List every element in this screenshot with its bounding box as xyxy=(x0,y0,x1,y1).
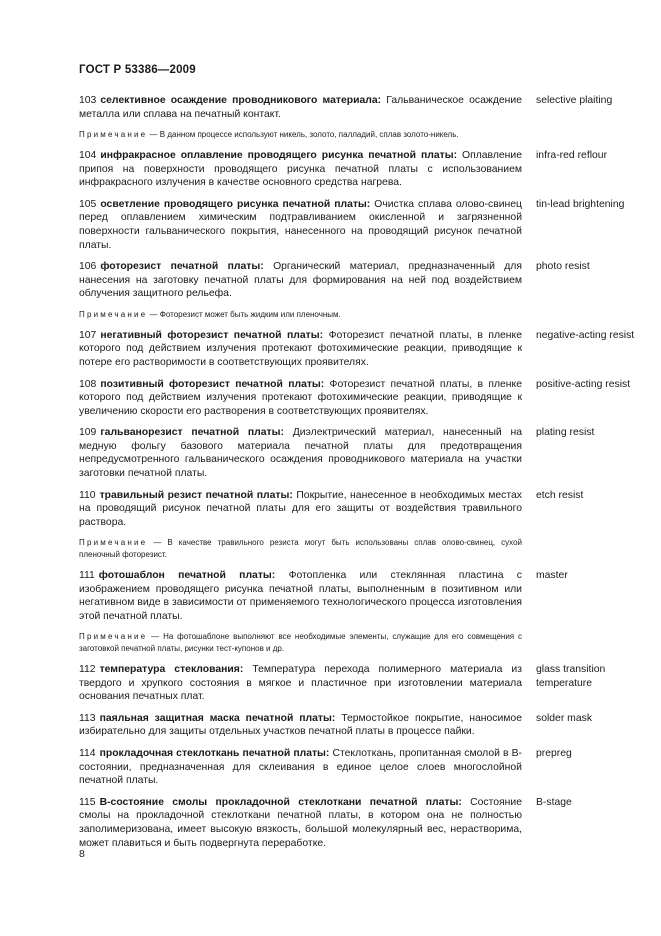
note-text: В данном процессе используют никель, золото, палладий, сплав золото-никель. xyxy=(159,130,459,140)
term-name: гальванорезист печатной платы: xyxy=(100,427,284,439)
term-entry-114 xyxy=(79,747,644,788)
term-definition xyxy=(79,426,522,480)
term-text: Температура перехода полимерного материала из твердого и хрупкого состояния в мягкое и пластичное при изготовлении материала основания печатных плат. xyxy=(79,664,522,703)
term-text: Органический материал, предназначенный для нанесения на заготовку печатной платы для формирования на ней под воздействием облучения защитного рельефа. xyxy=(79,261,522,300)
note-dash: — xyxy=(147,632,164,642)
term-definition xyxy=(79,260,522,301)
term-name: травильный резист печатной платы: xyxy=(99,489,293,501)
term-text: Покрытие, нанесенное в необходимых местах на проводящий рисунок печатной платы для его защиты от воздействия травильного раствора. xyxy=(79,489,522,528)
term-number: 108 xyxy=(79,378,97,390)
term-number: 104 xyxy=(79,149,97,161)
term-number: 112 xyxy=(79,664,96,675)
term-note xyxy=(79,129,522,141)
english-equivalent: master xyxy=(536,570,568,582)
term-name: фотошаблон печатной платы: xyxy=(98,570,276,582)
term-definition xyxy=(79,796,522,850)
term-entry-107 xyxy=(79,329,644,370)
term-entry-103 xyxy=(79,94,644,121)
english-equivalent: tin-lead brightening xyxy=(536,198,625,210)
term-text: Фоторезист печатной платы, в пленке которого под действием излучения протекают фотохимические реакции, приводящие к увеличению скорости его растворения в соответствующих проявителях. xyxy=(79,378,522,417)
note-text: Фоторезист может быть жидким или пленочным. xyxy=(159,309,341,319)
term-definition xyxy=(79,569,522,623)
note-dash: — xyxy=(147,130,160,140)
term-definition xyxy=(79,712,522,739)
term-name: инфракрасное оплавление проводящего рисунка печатной платы: xyxy=(100,149,458,161)
term-note xyxy=(79,309,522,321)
term-number: 105 xyxy=(79,198,97,210)
term-entry-106 xyxy=(79,260,644,301)
term-definition xyxy=(79,149,522,190)
term-entry-109 xyxy=(79,426,644,480)
english-equivalent: infra-red reflour xyxy=(536,149,608,161)
terms-list xyxy=(79,94,644,858)
term-entry-111 xyxy=(79,569,644,623)
note-dash: — xyxy=(147,538,168,548)
english-equivalent: glass transition temperature xyxy=(536,664,606,689)
term-number: 115 xyxy=(79,796,96,808)
term-text: Фоторезист печатной платы, в пленке которого под действием излучения протекают фотохимические реакции, приводящие к потере его растворимости в соответствующих проявителях. xyxy=(79,329,522,368)
note-text: На фотошаблоне выполняют все необходимые элементы, служащие для его совмещения с заготовкой печатной платы, рисунки тест-купонов и др. xyxy=(79,632,522,654)
term-entry-112 xyxy=(79,663,644,704)
term-text: Фотопленка или стеклянная пластина с изображением проводящего рисунка печатной платы, выполненным в позитивном или негативном виде в зависимости от применяемого технологического процесса изготовления этой печатной платы. xyxy=(79,570,522,622)
term-number: 111 xyxy=(79,570,95,582)
document-header: ГОСТ Р 53386—2009 xyxy=(79,64,196,76)
term-text: Оплавление припоя на поверхности проводящего рисунка печатной платы с использованием инфракрасного излучения в качестве основного средства нагрева. xyxy=(79,149,522,189)
term-number: 113 xyxy=(79,712,96,724)
term-text: Гальваническое осаждение металла или сплава на печатный контакт. xyxy=(79,95,522,120)
term-name: B-состояние смолы прокладочной стеклоткани печатной платы: xyxy=(99,796,462,808)
term-definition xyxy=(79,198,522,252)
term-number: 109 xyxy=(79,427,97,439)
term-definition xyxy=(79,329,522,370)
english-equivalent: photo resist xyxy=(536,261,590,273)
term-text: Диэлектрический материал, нанесенный на медную фольгу базового материала печатной платы для предотвращения непредусмотренного гальванического осаждения проводникового материала на участки заготовки печатной платы. xyxy=(79,427,522,480)
term-number: 114 xyxy=(79,747,96,759)
term-number: 110 xyxy=(79,489,96,501)
note-label: Примечание xyxy=(79,632,148,642)
term-name: фоторезист печатной платы: xyxy=(100,261,264,273)
term-name: осветление проводящего рисунка печатной платы: xyxy=(100,198,371,210)
term-text: Термостойкое покрытие, наносимое избирательно для защиты отдельных участков печатной платы в процессе пайки. xyxy=(79,712,522,738)
english-equivalent: negative-acting resist xyxy=(536,329,635,341)
term-note xyxy=(79,631,522,655)
term-text: Состояние смолы на прокладочной стеклоткани печатной платы, в котором она не полностью заполимеризована, имеет высокую вязкость, большой молекулярный вес, нерастворима, может плавиться и быть подвергнута переработке. xyxy=(79,796,522,849)
term-entry-105 xyxy=(79,198,644,252)
term-name: позитивный фоторезист печатной платы: xyxy=(100,378,325,390)
english-equivalent: B-stage xyxy=(536,796,572,808)
term-entry-104 xyxy=(79,149,644,190)
term-entry-108 xyxy=(79,378,644,419)
term-text: Очистка сплава олово-свинец перед оплавлением химическим подтравливанием окисленной и загрязненной поверхности гальванического покрытия, нанесенного на проводящий рисунок печатной платы. xyxy=(79,198,523,251)
term-number: 107 xyxy=(79,329,97,341)
term-definition xyxy=(79,663,522,704)
term-name: паяльная защитная маска печатной платы: xyxy=(99,712,336,724)
term-note xyxy=(79,537,522,561)
note-dash: — xyxy=(147,309,160,319)
english-equivalent: solder mask xyxy=(536,712,593,724)
english-equivalent: plating resist xyxy=(536,427,595,439)
english-equivalent: positive-acting resist xyxy=(536,378,631,390)
term-definition xyxy=(79,94,522,121)
term-name: прокладочная стеклоткань печатной платы: xyxy=(99,747,330,759)
term-name: температура стеклования: xyxy=(99,664,244,675)
term-name: негативный фоторезист печатной платы: xyxy=(100,329,324,341)
english-equivalent: selective plaiting xyxy=(536,95,613,106)
note-label: Примечание xyxy=(79,309,148,319)
term-number: 103 xyxy=(79,95,97,106)
page-number: 8 xyxy=(79,849,85,860)
note-label: Примечание xyxy=(79,130,148,140)
term-definition xyxy=(79,489,522,530)
note-text: В качестве травильного резиста могут быть использованы сплав олово-свинец, сухой пленочный фоторезист. xyxy=(79,538,522,560)
term-text: Стеклоткань, пропитанная смолой в B-состоянии, предназначенная для склеивания в единое целое слоев многослойной печатной платы. xyxy=(79,747,522,787)
term-entry-113 xyxy=(79,712,644,739)
term-entry-110 xyxy=(79,489,644,530)
term-definition xyxy=(79,747,522,788)
term-entry-115 xyxy=(79,796,644,850)
english-equivalent: prepreg xyxy=(536,747,572,759)
term-definition xyxy=(79,378,522,419)
term-number: 106 xyxy=(79,261,97,273)
english-equivalent: etch resist xyxy=(536,489,584,501)
note-label: Примечание xyxy=(79,538,148,548)
term-name: селективное осаждение проводникового материала: xyxy=(100,95,382,106)
